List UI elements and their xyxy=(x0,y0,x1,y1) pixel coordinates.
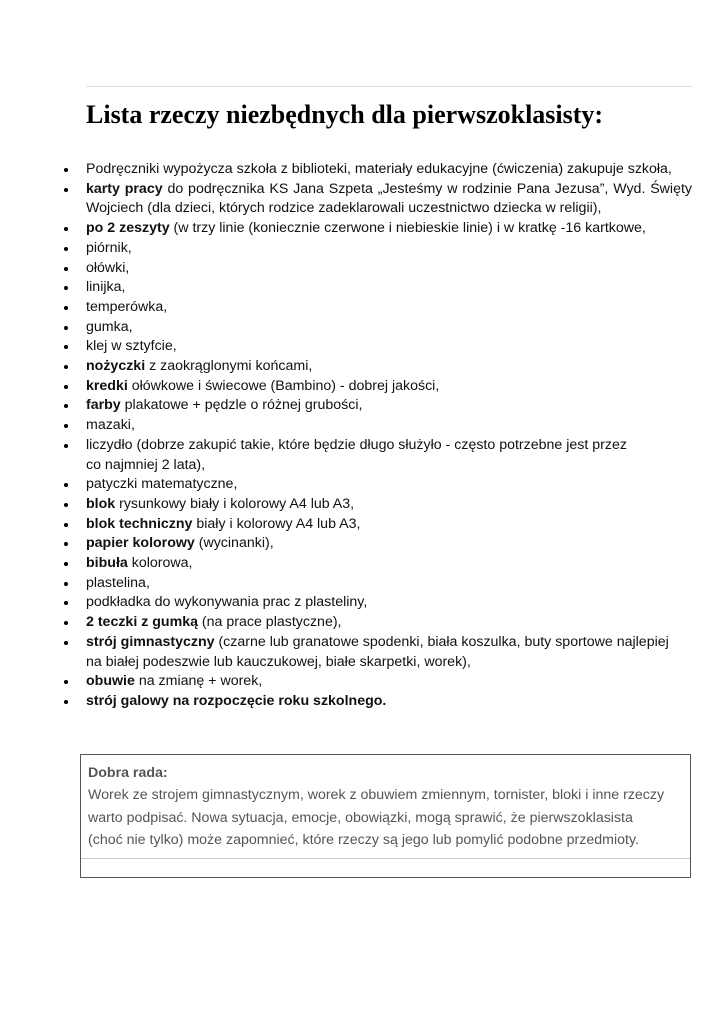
item-text: temperówka, xyxy=(86,298,168,315)
list-item xyxy=(86,495,692,515)
list-item xyxy=(86,396,692,416)
list-item xyxy=(86,239,692,259)
item-text: ołówkowe i świecowe (Bambino) - dobrej jakości, xyxy=(127,377,440,394)
item-text: na zmianę + worek, xyxy=(134,673,263,690)
item-text-continued: na białej podeszwie lub kauczukowej, białe skarpetki, worek), xyxy=(86,653,471,670)
item-text: plastelina, xyxy=(86,574,150,591)
item-bold: karty pracy xyxy=(86,180,163,197)
item-bold: blok xyxy=(86,495,116,512)
item-bold: bibuła xyxy=(86,555,128,572)
item-text: kolorowa, xyxy=(127,555,193,572)
advice-title: Dobra rada: xyxy=(88,765,168,781)
item-bold: 2 teczki z gumką xyxy=(86,614,198,631)
list-item xyxy=(86,574,692,594)
item-text: (na prace plastyczne), xyxy=(197,614,342,631)
item-text: rysunkowy biały i kolorowy A4 lub A3, xyxy=(115,495,355,512)
item-text: podkładka do wykonywania prac z plasteliny, xyxy=(86,594,368,611)
item-text: (wycinanki), xyxy=(194,535,274,552)
item-bold: po 2 zeszyty xyxy=(86,220,170,237)
item-text: linijka, xyxy=(86,279,126,296)
list-item xyxy=(86,180,692,219)
list-item xyxy=(86,219,692,239)
item-text: (czarne lub granatowe spodenki, biała koszulka, buty sportowe najlepiej xyxy=(214,633,669,650)
list-item xyxy=(86,534,692,554)
item-text: (w trzy linie (koniecznie czerwone i niebieskie linie) i w kratkę -16 kartkowe, xyxy=(169,220,646,237)
advice-box xyxy=(80,754,691,878)
list-item xyxy=(86,259,692,279)
list-item xyxy=(86,278,692,298)
item-bold: kredki xyxy=(86,377,128,394)
advice-line: warto podpisać. Nowa sytuacja, emocje, obowiązki, mogą sprawić, że pierwszoklasista xyxy=(88,809,633,826)
item-text: liczydło (dobrze zakupić takie, które będzie długo służyło - często potrzebne jest przez xyxy=(86,436,627,453)
item-text: piórnik, xyxy=(86,239,132,256)
list-item xyxy=(86,160,692,180)
supply-list xyxy=(86,160,692,712)
list-item xyxy=(86,633,692,672)
item-bold: papier kolorowy xyxy=(86,535,195,552)
item-text: biały i kolorowy A4 lub A3, xyxy=(192,515,361,532)
item-bold: obuwie xyxy=(86,673,135,690)
list-item xyxy=(86,377,692,397)
item-bold: blok techniczny xyxy=(86,515,193,532)
page-title: Lista rzeczy niezbędnych dla pierwszoklasisty: xyxy=(86,100,604,129)
list-item xyxy=(86,337,692,357)
item-bold: nożyczki xyxy=(86,358,146,375)
item-text: Podręczniki wypożycza szkoła z biblioteki, materiały edukacyjne (ćwiczenia) zakupuje szkoła, xyxy=(86,161,672,177)
list-item xyxy=(86,318,692,338)
item-text: z zaokrąglonymi końcami, xyxy=(145,358,313,375)
list-item xyxy=(86,554,692,574)
list-item xyxy=(86,298,692,318)
item-text: patyczki matematyczne, xyxy=(86,476,238,493)
list-item xyxy=(86,692,692,712)
item-text: ołówki, xyxy=(86,259,130,276)
item-bold: strój galowy na rozpoczęcie roku szkolnego. xyxy=(86,692,387,709)
item-bold: strój gimnastyczny xyxy=(86,633,215,650)
list-item xyxy=(86,475,692,495)
advice-content xyxy=(88,762,682,852)
list-item xyxy=(86,593,692,613)
advice-divider xyxy=(81,858,690,859)
item-bold: farby xyxy=(86,397,121,414)
item-text: plakatowe + pędzle o różnej grubości, xyxy=(120,397,363,414)
advice-line: Worek ze strojem gimnastycznym, worek z obuwiem zmiennym, tornister, bloki i inne rzeczy xyxy=(88,787,665,804)
item-text: klej w sztyfcie, xyxy=(86,338,177,355)
list-item xyxy=(86,357,692,377)
list-item xyxy=(86,613,692,633)
item-text: mazaki, xyxy=(86,417,135,434)
list-item xyxy=(86,416,692,436)
list-item xyxy=(86,436,692,475)
item-text-continued: co najmniej 2 lata), xyxy=(86,456,206,473)
item-text: do podręcznika KS Jana Szpeta „Jesteśmy w rodzinie Pana Jezusa”, Wyd. Święty Wojciech (dla dzieci, których rodzice zadeklarowali uczestnictwo dziecka w religii), xyxy=(86,180,692,217)
item-text: gumka, xyxy=(86,318,133,335)
advice-line: (choć nie tylko) może zapomnieć, które rzeczy są jego lub pomylić podobne przedmioty. xyxy=(88,832,639,849)
top-divider xyxy=(86,86,692,87)
list-item xyxy=(86,515,692,535)
list-item xyxy=(86,672,692,692)
